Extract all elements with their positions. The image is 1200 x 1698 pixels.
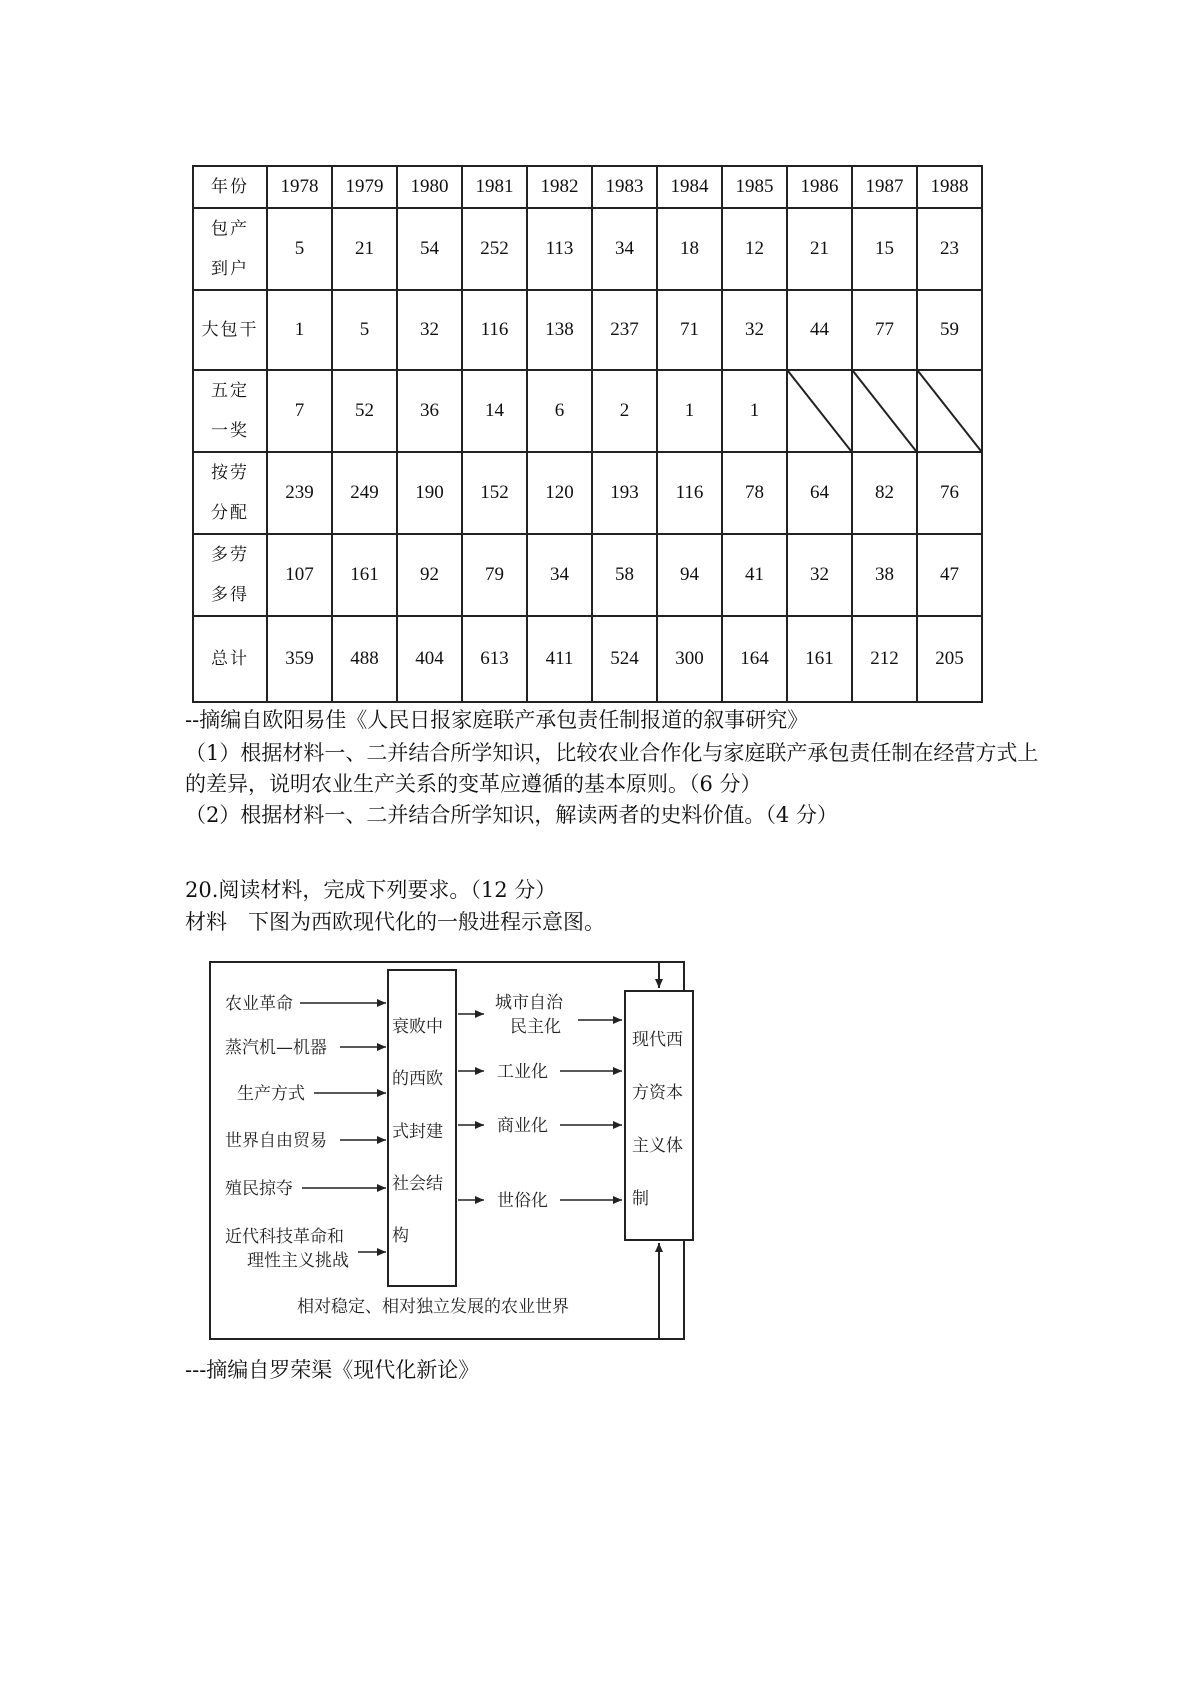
value-cell: 205	[917, 616, 982, 702]
right-text: 制	[632, 1189, 649, 1209]
value-cell: 107	[267, 534, 332, 616]
value-cell: 116	[462, 290, 527, 370]
year-cell: 1979	[332, 166, 397, 208]
value-cell: 21	[332, 208, 397, 290]
right-text: 主义体	[632, 1136, 683, 1156]
middle-label: 民主化	[510, 1017, 561, 1037]
value-cell: 64	[787, 452, 852, 534]
row-label-line: 多得	[211, 585, 249, 605]
value-cell: 92	[397, 534, 462, 616]
value-cell: 58	[592, 534, 657, 616]
value-cell: 252	[462, 208, 527, 290]
value-cell: 34	[527, 534, 592, 616]
bottom-arrow-line	[659, 1243, 684, 1339]
year-cell: 1984	[657, 166, 722, 208]
value-cell: 41	[722, 534, 787, 616]
row-label-line: 到户	[211, 259, 249, 279]
value-cell: 77	[852, 290, 917, 370]
center-text: 构	[392, 1226, 409, 1246]
value-cell: 18	[657, 208, 722, 290]
row-label-line: 一奖	[211, 421, 249, 441]
value-cell: 14	[462, 370, 527, 452]
value-cell: 488	[332, 616, 397, 702]
value-cell: 23	[917, 208, 982, 290]
value-cell: 152	[462, 452, 527, 534]
center-text: 社会结	[392, 1174, 443, 1194]
input-label: 生产方式	[237, 1084, 305, 1104]
row-label-line: 大包干	[201, 320, 259, 340]
year-cell: 1978	[267, 166, 332, 208]
row-label-line: 分配	[211, 503, 249, 523]
value-cell: 76	[917, 452, 982, 534]
input-label: 近代科技革命和	[225, 1227, 344, 1247]
year-cell: 1981	[462, 166, 527, 208]
year-cell: 1980	[397, 166, 462, 208]
value-cell: 15	[852, 208, 917, 290]
input-label: 殖民掠夺	[225, 1179, 293, 1199]
value-cell: 82	[852, 452, 917, 534]
center-text: 的西欧	[392, 1069, 443, 1089]
middle-label: 商业化	[497, 1116, 548, 1136]
value-cell: 190	[397, 452, 462, 534]
question-1: （1）根据材料一、二并结合所学知识，比较农业合作化与家庭联产承包责任制在经营方式上的差异，说明农业生产关系的变革应遵循的基本原则。（6 分）	[185, 741, 1039, 796]
row-label-line: 多劳	[211, 545, 249, 565]
year-cell: 1985	[722, 166, 787, 208]
value-cell: 1	[657, 370, 722, 452]
right-text: 方资本	[632, 1083, 683, 1103]
value-cell: 94	[657, 534, 722, 616]
value-cell: 47	[917, 534, 982, 616]
value-cell: 32	[787, 534, 852, 616]
value-cell: 161	[332, 534, 397, 616]
value-cell: 71	[657, 290, 722, 370]
value-cell: 59	[917, 290, 982, 370]
middle-label: 城市自治	[495, 993, 563, 1013]
value-cell: 21	[787, 208, 852, 290]
source-citation-1: --摘编自欧阳易佳《人民日报家庭联产承包责任制报道的叙事研究》	[185, 708, 809, 732]
value-cell: 54	[397, 208, 462, 290]
year-cell: 1986	[787, 166, 852, 208]
value-cell: 1	[267, 290, 332, 370]
value-cell: 120	[527, 452, 592, 534]
value-cell: 32	[397, 290, 462, 370]
value-cell: 249	[332, 452, 397, 534]
value-cell: 36	[397, 370, 462, 452]
value-cell: 6	[527, 370, 592, 452]
value-cell: 32	[722, 290, 787, 370]
source-citation-2: ---摘编自罗荣渠《现代化新论》	[185, 1358, 480, 1382]
right-text: 现代西	[632, 1030, 683, 1050]
value-cell: 5	[332, 290, 397, 370]
value-cell: 1	[722, 370, 787, 452]
value-cell: 79	[462, 534, 527, 616]
value-cell: 138	[527, 290, 592, 370]
value-cell: 161	[787, 616, 852, 702]
value-cell: 2	[592, 370, 657, 452]
value-cell: 116	[657, 452, 722, 534]
bottom-label: 相对稳定、相对独立发展的农业世界	[297, 1297, 569, 1317]
row-label-line: 按劳	[211, 463, 249, 483]
value-cell: 300	[657, 616, 722, 702]
year-cell: 1983	[592, 166, 657, 208]
value-cell: 78	[722, 452, 787, 534]
value-cell: 193	[592, 452, 657, 534]
value-cell: 239	[267, 452, 332, 534]
value-cell: 237	[592, 290, 657, 370]
input-label: 蒸汽机—机器	[225, 1038, 327, 1058]
value-cell: 44	[787, 290, 852, 370]
value-cell: 12	[722, 208, 787, 290]
question-2: （2）根据材料一、二并结合所学知识，解读两者的史料价值。（4 分）	[185, 803, 838, 827]
value-cell: 52	[332, 370, 397, 452]
material-intro: 材料 下图为西欧现代化的一般进程示意图。	[185, 910, 605, 934]
question-20-title: 20.阅读材料，完成下列要求。（12 分）	[185, 878, 557, 902]
middle-label: 世俗化	[497, 1191, 548, 1211]
value-cell: 7	[267, 370, 332, 452]
row-label-line: 五定	[211, 381, 249, 401]
year-cell: 1988	[917, 166, 982, 208]
input-label: 世界自由贸易	[225, 1131, 327, 1151]
middle-label: 工业化	[497, 1062, 548, 1082]
value-cell: 359	[267, 616, 332, 702]
header-label-cell: 年份	[193, 166, 267, 208]
value-cell: 411	[527, 616, 592, 702]
value-cell: 5	[267, 208, 332, 290]
year-cell: 1982	[527, 166, 592, 208]
value-cell: 113	[527, 208, 592, 290]
value-cell: 613	[462, 616, 527, 702]
value-cell: 38	[852, 534, 917, 616]
input-label: 理性主义挑战	[247, 1251, 349, 1271]
value-cell: 34	[592, 208, 657, 290]
row-label-line: 总计	[211, 649, 249, 669]
center-text: 衰败中	[392, 1017, 443, 1037]
row-label-line: 包产	[211, 219, 249, 239]
year-cell: 1987	[852, 166, 917, 208]
value-cell: 212	[852, 616, 917, 702]
value-cell: 404	[397, 616, 462, 702]
top-arrow-line	[659, 962, 684, 988]
value-cell: 164	[722, 616, 787, 702]
input-label: 农业革命	[225, 994, 293, 1014]
value-cell: 524	[592, 616, 657, 702]
center-text: 式封建	[392, 1122, 443, 1142]
